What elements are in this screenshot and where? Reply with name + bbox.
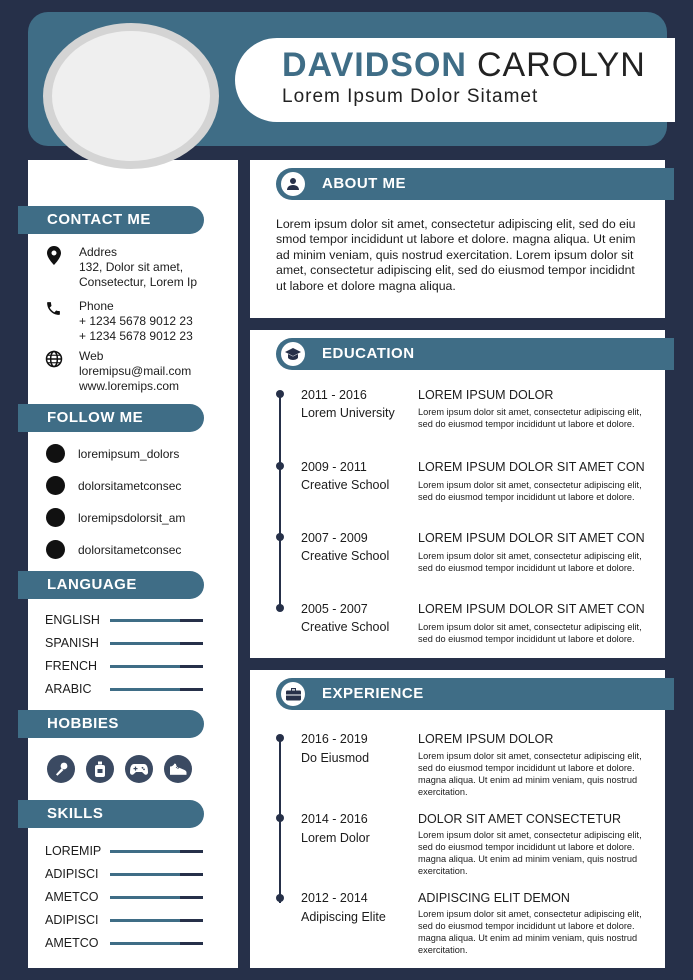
skill-level-bar (110, 919, 203, 922)
hobbies-heading: HOBBIES (18, 710, 204, 738)
email-link[interactable]: loremipsu@mail.com (79, 364, 192, 378)
gamepad-icon (125, 755, 153, 783)
education-title: LOREM IPSUM DOLOR SIT AMET CON (418, 531, 645, 545)
user-icon (281, 172, 305, 196)
phone-number: + 1234 5678 9012 23 (79, 314, 193, 328)
experience-years: 2016 - 2019 (301, 732, 368, 746)
education-desc: Lorem ipsum dolor sit amet, consectetur adipiscing elit, sed do eiusmod tempor incididunt ut labore et dolore. (418, 622, 642, 644)
education-heading: EDUCATION (276, 338, 674, 370)
language-level-bar (110, 688, 203, 691)
social-link[interactable]: loremipsum_dolors (46, 444, 179, 463)
skill-row: ADIPISCI (45, 913, 203, 928)
experience-title: ADIPISCING ELIT DEMON (418, 891, 570, 905)
follow-heading: FOLLOW ME (18, 404, 204, 432)
education-place: Lorem University (301, 406, 395, 420)
candidate-subtitle: Lorem Ipsum Dolor Sitamet (282, 86, 539, 107)
experience-heading: EXPERIENCE (276, 678, 674, 710)
timeline-dot (276, 734, 284, 742)
experience-place: Adipiscing Elite (301, 910, 386, 924)
timeline-dot (276, 533, 284, 541)
education-desc: Lorem ipsum dolor sit amet, consectetur adipiscing elit, sed do eiusmod tempor incididunt ut labore et dolore. (418, 407, 642, 429)
social-dot-icon (46, 476, 65, 495)
contact-heading: CONTACT ME (18, 206, 204, 234)
about-heading: ABOUT ME (276, 168, 674, 200)
candidate-name (282, 44, 646, 86)
language-row: FRENCH (45, 659, 203, 674)
education-desc: Lorem ipsum dolor sit amet, consectetur adipiscing elit, sed do eiusmod tempor incididunt ut labore et dolore. (418, 480, 642, 502)
globe-icon (44, 349, 63, 394)
about-text: Lorem ipsum dolor sit amet, consectetur adipiscing elit, sed do eiu smod tempor incididunt ut labore et dolore. magna aliqua. Ut enim ad minim veniam, quis nostrud exercitation. Lorem ipsum dolor sit amet, consectetur adipiscing elit, sed do eiusmod tempor incididnt ut labore et dolore magna aliqua. (276, 217, 636, 293)
skills-heading: SKILLS (18, 800, 204, 828)
phone-number: + 1234 5678 9012 23 (79, 329, 193, 343)
education-desc: Lorem ipsum dolor sit amet, consectetur adipiscing elit, sed do eiusmod tempor incididunt ut labore et dolore. (418, 551, 642, 573)
experience-title: LOREM IPSUM DOLOR (418, 732, 554, 746)
experience-desc: Lorem ipsum dolor sit amet, consectetur adipiscing elit, sed do eiusmod tempor incididunt ut labore et dolore. magna aliqua. Ut enim ad minim veniam, quis nostrud exercitation. (418, 830, 642, 876)
social-dot-icon (46, 444, 65, 463)
social-link[interactable]: dolorsitametconsec (46, 476, 181, 495)
skill-level-bar (110, 942, 203, 945)
social-link[interactable]: dolorsitametconsec (46, 540, 181, 559)
education-years: 2007 - 2009 (301, 531, 368, 545)
language-row: SPANISH (45, 636, 203, 651)
phone-icon (44, 299, 63, 344)
experience-place: Lorem Dolor (301, 831, 370, 845)
website-link[interactable]: www.loremips.com (79, 379, 180, 393)
microphone-icon (47, 755, 75, 783)
timeline-dot (276, 894, 284, 902)
education-title: LOREM IPSUM DOLOR SIT AMET CON (418, 460, 645, 474)
perfume-bottle-icon (86, 755, 114, 783)
contact-phone (44, 299, 193, 344)
map-pin-icon (44, 245, 63, 290)
social-dot-icon (46, 540, 65, 559)
education-title: LOREM IPSUM DOLOR (418, 388, 554, 402)
web-label: Web (79, 349, 104, 363)
language-level-bar (110, 642, 203, 645)
education-timeline (279, 394, 281, 609)
experience-title: DOLOR SIT AMET CONSECTETUR (418, 812, 622, 826)
experience-years: 2014 - 2016 (301, 812, 368, 826)
education-years: 2005 - 2007 (301, 602, 368, 616)
skill-row: AMETCO (45, 936, 203, 951)
education-place: Creative School (301, 549, 390, 563)
skill-level-bar (110, 896, 203, 899)
timeline-dot (276, 462, 284, 470)
address-label: Addres (79, 245, 118, 259)
education-place: Creative School (301, 478, 390, 492)
social-dot-icon (46, 508, 65, 527)
address-line: Consetectur, Lorem Ip (79, 275, 198, 289)
contact-address (44, 245, 197, 290)
language-level-bar (110, 665, 203, 668)
education-years: 2011 - 2016 (301, 388, 367, 402)
profile-photo (52, 31, 210, 161)
timeline-dot (276, 814, 284, 822)
briefcase-icon (281, 682, 305, 706)
experience-years: 2012 - 2014 (301, 891, 368, 905)
education-title: LOREM IPSUM DOLOR SIT AMET CON (418, 602, 645, 616)
skill-row: LOREMIP (45, 844, 203, 859)
last-name: CAROLYN (476, 46, 646, 84)
graduation-cap-icon (281, 342, 305, 366)
timeline-dot (276, 390, 284, 398)
address-line: 132, Dolor sit amet, (79, 260, 184, 274)
social-link[interactable]: loremipsdolorsit_am (46, 508, 185, 527)
contact-web (44, 349, 191, 394)
education-place: Creative School (301, 620, 390, 634)
language-heading: LANGUAGE (18, 571, 204, 599)
timeline-dot (276, 604, 284, 612)
skill-level-bar (110, 850, 203, 853)
first-name: DAVIDSON (282, 46, 467, 84)
experience-desc: Lorem ipsum dolor sit amet, consectetur adipiscing elit, sed do eiusmod tempor incididunt ut labore et dolore. magna aliqua. Ut enim ad minim veniam, quis nostrud exercitation. (418, 751, 642, 797)
skill-level-bar (110, 873, 203, 876)
skill-row: AMETCO (45, 890, 203, 905)
language-row: ARABIC (45, 682, 203, 697)
experience-desc: Lorem ipsum dolor sit amet, consectetur adipiscing elit, sed do eiusmod tempor incididunt ut labore et dolore. magna aliqua. Ut enim ad minim veniam, quis nostrud exercitation. (418, 909, 642, 955)
experience-place: Do Eiusmod (301, 751, 370, 765)
skill-row: ADIPISCI (45, 867, 203, 882)
phone-label: Phone (79, 299, 114, 313)
language-level-bar (110, 619, 203, 622)
language-row: ENGLISH (45, 613, 203, 628)
sneaker-icon (164, 755, 192, 783)
education-years: 2009 - 2011 (301, 460, 367, 474)
